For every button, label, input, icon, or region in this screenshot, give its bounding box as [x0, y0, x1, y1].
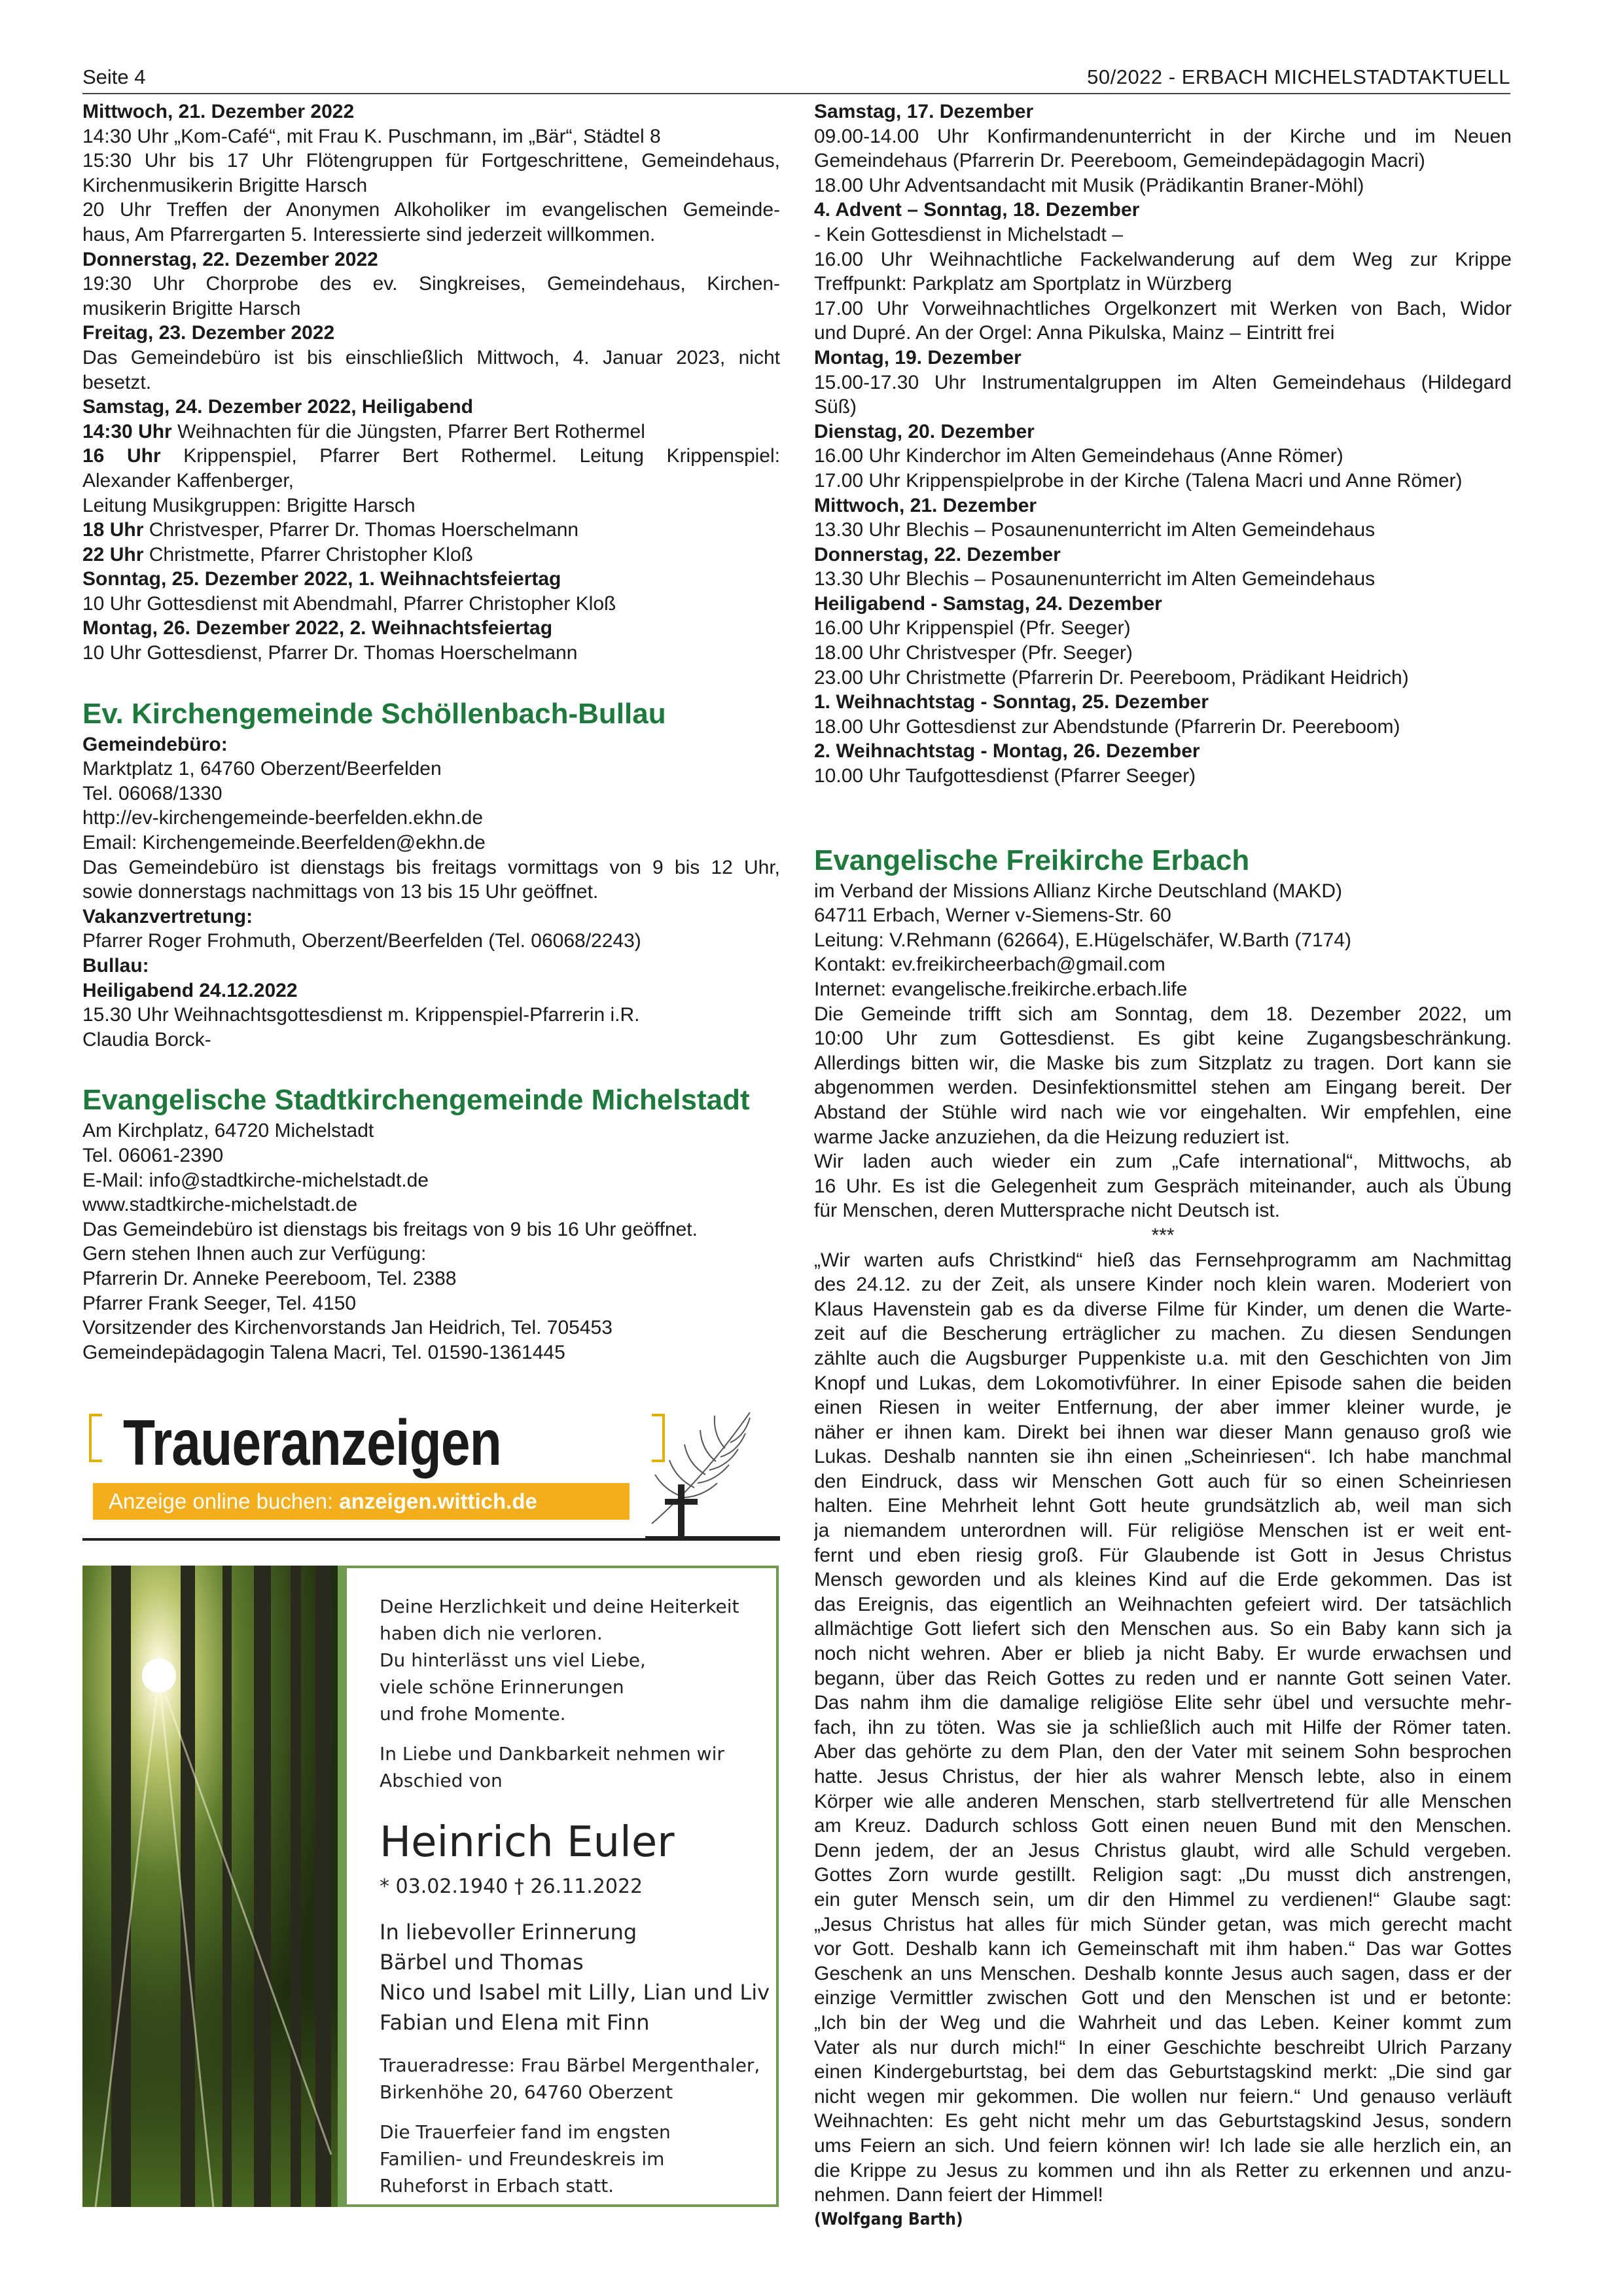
text-line: musikerin Brigitte Harsch: [82, 297, 301, 319]
text-line: viele schöne Erinnerungen: [380, 1676, 624, 1698]
text-line: 18.00 Uhr Christvesper (Pfr. Seeger): [814, 642, 1133, 664]
text-line: Marktplatz 1, 64760 Oberzent/Beerfelden: [82, 758, 442, 780]
text-line: allmächtige Gott liefert sich den Menschen aus. So ein Baby kann sich ja: [814, 1618, 1512, 1640]
text-line: Mensch geworden und als kleines Kind auf die Erde gekommen. Das ist: [814, 1569, 1512, 1591]
text-line: Deine Herzlichkeit und deine Heiterkeit: [380, 1596, 739, 1617]
line-heading: Montag, 19. Dezember: [814, 346, 1022, 368]
banner-rule: [82, 1538, 780, 1541]
text-line: fach, ihn zu töten. Was sie ja schließlich auch mit Hilfe der Römer taten.: [814, 1716, 1512, 1738]
text-line: und frohe Momente.: [380, 1703, 566, 1725]
text-line: haus, Am Pfarrergarten 5. Interessierte sind jederzeit willkommen.: [82, 223, 656, 245]
text-line: Geschenk an uns Menschen. Deshalb konnte Jesus auch sagen, dass er der: [814, 1962, 1512, 1984]
text-line: 19:30 Uhr Chorprobe des ev. Singkreises, Gemeindehaus, Kirchen-: [82, 273, 780, 295]
text-line: 64711 Erbach, Werner v-Siemens-Str. 60: [814, 905, 1171, 927]
forest-photo: [82, 1566, 338, 2207]
section-title-michelstadt: Evangelische Stadtkirchengemeinde Michelstadt: [82, 1084, 750, 1117]
text-line: das Ereignis, das eigentlich an Weihnachten gefeiert wird. Der tatsächlich: [814, 1593, 1512, 1615]
text-line: einzige Vermittler zwischen Gott und den Menschen ist und er betonte:: [814, 1987, 1512, 2009]
online-booking-link[interactable]: [93, 1483, 630, 1520]
text-line: Körper wie alle anderen Menschen, starb stellvertretend für alle Menschen: [814, 1790, 1512, 1812]
text-line: zählte auch die Augsburger Puppenkiste u.a. mit den Geschichten von Jim: [814, 1347, 1512, 1369]
line-heading: Bullau:: [82, 955, 149, 977]
section-title-schoellenbach: Ev. Kirchengemeinde Schöllenbach-Bullau: [82, 697, 666, 730]
text-line: [82, 543, 780, 567]
text-line: sowie donnerstags nachmittags von 13 bis 15 Uhr geöffnet.: [82, 881, 599, 903]
text-line: ein guter Mensch sein, um dir den Himmel zu verdienen!“ Glaube sagt:: [814, 1888, 1512, 1910]
text-line: Vater als nur durch mich!“ In einer Geschichte beschreibt Ulrich Parzany: [814, 2036, 1512, 2058]
online-booking-url[interactable]: anzeigen.wittich.de: [339, 1489, 537, 1513]
text-line: 10 Uhr Gottesdienst, Pfarrer Dr. Thomas Hoerschelmann: [82, 642, 578, 664]
cross-branch-icon: [645, 1399, 780, 1541]
issue-label: 50/2022 - ERBACH MICHELSTADTAKTUELL: [1087, 65, 1510, 88]
text-line: warme Jacke anzuziehen, da die Heizung reduziert ist.: [814, 1126, 1290, 1148]
obituary-verse: [380, 1593, 776, 1727]
text-line: Leitung Musikgruppen: Brigitte Harsch: [82, 494, 416, 516]
text-line: In Liebe und Dankbarkeit nehmen wir: [380, 1743, 724, 1765]
line-text: Krippenspiel, Pfarrer Bert Rothermel. Leitung Krippenspiel:: [160, 445, 780, 467]
time-label: 22 Uhr: [82, 543, 144, 565]
line-heading: Heiligabend 24.12.2022: [82, 979, 298, 1001]
text-line: Das Gemeindebüro ist dienstags bis freitags von 9 bis 16 Uhr geöffnet.: [82, 1218, 698, 1240]
text-line: Am Kirchplatz, 64720 Michelstadt: [82, 1120, 374, 1142]
text-line: Gemeindepädagogin Talena Macri, Tel. 01590-1361445: [82, 1341, 565, 1363]
text-line: 23.00 Uhr Christmette (Pfarrerin Dr. Peereboom, Prädikant Heidrich): [814, 666, 1409, 689]
obituary-address: [380, 2052, 776, 2106]
text-line: für Menschen, deren Muttersprache nicht Deutsch ist.: [814, 1200, 1281, 1222]
text-line: In liebevoller Erinnerung: [380, 1920, 637, 1945]
text-line: ja niemandem unterordnen will. Für religiöse Menschen ist er weit ent-: [814, 1520, 1512, 1542]
text-line: Du hinterlässt uns viel Liebe,: [380, 1649, 646, 1671]
line-heading: Heiligabend - Samstag, 24. Dezember: [814, 592, 1162, 615]
time-label: 16 Uhr: [82, 445, 161, 467]
text-line: ums Feiern an sich. Und feiern können wir! Ich lade sie alle herzlich ein, an: [814, 2134, 1512, 2157]
obituary-name: Heinrich Euler: [380, 1818, 675, 1867]
text-line: Birkenhöhe 20, 64760 Oberzent: [380, 2081, 673, 2103]
text-line: - Kein Gottesdienst in Michelstadt –: [814, 223, 1123, 245]
text-line: 18.00 Uhr Gottesdienst zur Abendstunde (Pfarrerin Dr. Peereboom): [814, 715, 1400, 738]
line-heading: Samstag, 17. Dezember: [814, 101, 1034, 122]
text-line: zeit auf die Bescherung erträglicher zu machen. Zu diesen Sendungen: [814, 1323, 1512, 1345]
schedule-michelstadt: [814, 99, 1512, 789]
obituary-dates: * 03.02.1940 † 26.11.2022: [380, 1875, 643, 1898]
text-line: 10:00 Uhr zum Gottesdienst. Es gibt keine Zugangsbeschränkung.: [814, 1028, 1512, 1050]
text-line: Familien- und Freundeskreis im: [380, 2148, 665, 2170]
text-line: 17.00 Uhr Krippenspielprobe in der Kirche (Talena Macri und Anne Römer): [814, 469, 1463, 492]
traueranzeigen-banner: [82, 1399, 780, 1547]
text-line: Leitung: V.Rehmann (62664), E.Hügelschäfer, W.Barth (7174): [814, 929, 1352, 951]
obituary-service: [380, 2119, 776, 2199]
obituary-intro: [380, 1740, 776, 1794]
text-line: 09.00-14.00 Uhr Konfirmandenunterricht in der Kirche und im Neuen: [814, 125, 1512, 147]
text-line: Pfarrer Roger Frohmuth, Oberzent/Beerfelden (Tel. 06068/2243): [82, 930, 641, 952]
text-line: 16.00 Uhr Weihnachtliche Fackelwanderung auf dem Weg zur Krippe: [814, 248, 1512, 270]
text-line: Bärbel und Thomas: [380, 1950, 584, 1975]
text-line: haben dich nie verloren.: [380, 1623, 603, 1644]
text-line: 15.30 Uhr Weihnachtsgottesdienst m. Krippenspiel-Pfarrerin i.R.: [82, 1004, 640, 1026]
line-heading: Freitag, 23. Dezember 2022: [82, 322, 335, 344]
text-line: 16 Uhr. Es ist die Gelegenheit zum Gespräch miteinander, auch als Übung: [814, 1175, 1512, 1197]
text-line: Knopf und Lukas, dem Lokomotivführer. In einer Episode sahen die beiden: [814, 1372, 1512, 1394]
line-text: Weihnachten für die Jüngsten, Pfarrer Bert Rothermel: [171, 420, 645, 442]
text-line: 17.00 Uhr Vorweihnachtliches Orgelkonzert mit Werken von Bach, Widor: [814, 297, 1512, 319]
text-line: nehmen. Dann feiert der Himmel!: [814, 2184, 1103, 2206]
text-line: 16.00 Uhr Kinderchor im Alten Gemeindehaus (Anne Römer): [814, 445, 1343, 467]
text-line: Abschied von: [380, 1770, 503, 1791]
text-line: 10.00 Uhr Taufgottesdienst (Pfarrer Seeger): [814, 765, 1196, 787]
text-line: vor Gott. Deshalb kann ich Gemeinschaft mit ihm haben.“ Das war Gottes: [814, 1938, 1512, 1960]
line-heading: Vakanzvertretung:: [82, 905, 253, 927]
text-line: Internet: evangelische.freikirche.erbach.life: [814, 978, 1188, 1000]
text-line: Das Gemeindebüro ist bis einschließlich Mittwoch, 4. Januar 2023, nicht: [82, 346, 780, 368]
line-heading: Gemeindebüro:: [82, 733, 228, 755]
text-line: 10 Uhr Gottesdienst mit Abendmahl, Pfarrer Christopher Kloß: [82, 592, 616, 615]
text-line: Lukas. Deshalb nannten sie ihn einen „Scheinriesen“. Ich habe manchmal: [814, 1446, 1512, 1468]
text-line: Das nahm ihm die damalige religiöse Elite sehr übel und versuchte mehr-: [814, 1692, 1512, 1714]
text-line: Kontakt: ev.freikircheerbach@gmail.com: [814, 954, 1165, 976]
text-line: 15:30 Uhr bis 17 Uhr Flötengruppen für Fortgeschrittene, Gemeindehaus,: [82, 150, 780, 172]
online-booking-text: Anzeige online buchen:: [109, 1489, 340, 1513]
section-body-michelstadt: [82, 1119, 780, 1365]
line-heading: 1. Weihnachtstag - Sonntag, 25. Dezember: [814, 691, 1209, 713]
text-line: am Kreuz. Dadurch schloss Gott einen neuen Bund mit den Menschen.: [814, 1815, 1512, 1837]
line-heading: Dienstag, 20. Dezember: [814, 420, 1035, 442]
right-column: [814, 99, 1512, 2232]
text-line: Claudia Borck-: [82, 1028, 211, 1050]
text-line: näher er ihnen kam. Direkt bei ihnen war dieser Mann genauso groß wie: [814, 1421, 1512, 1443]
text-line: Die Gemeinde trifft sich am Sonntag, dem 18. Dezember 2022, um: [814, 1003, 1512, 1025]
text-line: 13.30 Uhr Blechis – Posaunenunterricht im Alten Gemeindehaus: [814, 568, 1376, 590]
text-line: im Verband der Missions Allianz Kirche Deutschland (MAKD): [814, 880, 1342, 902]
text-line: fernt und eben riesig groß. Für Glaubende ist Gott in Jesus Christus: [814, 1544, 1512, 1566]
text-line: einen Riesen in weiter Entfernung, der aber immer kleiner wurde, je: [814, 1397, 1512, 1419]
text-line: halten. Eine Mehrheit lehnt Gott heute grundsätzlich ab, weil man sich: [814, 1495, 1512, 1517]
line-heading: Sonntag, 25. Dezember 2022, 1. Weihnachtsfeiertag: [82, 568, 561, 590]
text-line: noch nicht wehren. Aber er blieb ja nicht Baby. Er wurde erwachsen und: [814, 1643, 1512, 1665]
text-line: und Dupré. An der Orgel: Anna Pikulska, Mainz – Eintritt frei: [814, 322, 1335, 344]
text-line: „Wir warten aufs Christkind“ hieß das Fernsehprogramm am Nachmittag: [814, 1249, 1512, 1271]
text-line: E-Mail: info@stadtkirche-michelstadt.de: [82, 1169, 429, 1191]
page-header: [82, 63, 1510, 94]
text-line: [82, 444, 780, 469]
text-line: Die Trauerfeier fand im engsten: [380, 2121, 671, 2143]
line-heading: Montag, 26. Dezember 2022, 2. Weihnachtsfeiertag: [82, 617, 553, 639]
line-heading: Donnerstag, 22. Dezember: [814, 543, 1061, 565]
line-heading: Donnerstag, 22. Dezember 2022: [82, 248, 378, 270]
text-line: 18.00 Uhr Adventsandacht mit Musik (Prädikantin Braner-Möhl): [814, 174, 1364, 196]
text-line: Email: Kirchengemeinde.Beerfelden@ekhn.de: [82, 832, 486, 854]
bracket-left-decoration: [89, 1414, 102, 1462]
text-line: den Eindruck, dass wir Menschen Gott auch für so einen Scheinriesen: [814, 1470, 1512, 1492]
text-line: Klaus Havenstein gab es da diverse Filme für Kinder, um denen die Warte-: [814, 1298, 1512, 1320]
line-text: Christmette, Pfarrer Christopher Kloß: [143, 543, 473, 565]
text-line: „Ich bin der Weg und die Wahrheit und das Leben. Keiner kommt zum: [814, 2011, 1512, 2034]
text-line: Ruheforst in Erbach statt.: [380, 2175, 614, 2197]
text-line: [82, 420, 780, 444]
text-line: Alexander Kaffenberger,: [82, 469, 294, 492]
text-line: Allerdings bitten wir, die Maske bis zum Sitzplatz zu tragen. Dort kann sie: [814, 1052, 1512, 1074]
text-line: Tel. 06061-2390: [82, 1144, 224, 1166]
text-line: Gottes Zorn wurde gestillt. Religion sagt: „Du musst dich anstrengen,: [814, 1864, 1512, 1886]
time-label: 14:30 Uhr: [82, 420, 172, 442]
text-line: Weihnachten: Es geht nicht mehr um das Geburtstagskind Jesus, sondern: [814, 2110, 1512, 2132]
text-line: hatte. Jesus Christus, der hier als wahrer Mensch lebte, also in einem: [814, 1766, 1512, 1787]
traueranzeigen-title: Traueranzeigen: [123, 1407, 502, 1479]
text-line: Treffpunkt: Parkplatz am Sportplatz in Würzberg: [814, 273, 1232, 295]
line-text: Christvesper, Pfarrer Dr. Thomas Hoerschelmann: [143, 519, 579, 541]
section-body-schoellenbach: [82, 732, 780, 1052]
page-number: Seite 4: [82, 65, 146, 88]
obituary-card: [338, 1566, 779, 2207]
text-line: ***: [1151, 1224, 1175, 1246]
text-line: Pfarrer Frank Seeger, Tel. 4150: [82, 1292, 357, 1314]
time-label: 18 Uhr: [82, 519, 144, 541]
text-line: Fabian und Elena mit Finn: [380, 2010, 650, 2035]
text-line: Kirchenmusikerin Brigitte Harsch: [82, 174, 368, 196]
obituary-family: [380, 1917, 776, 2037]
text-line: Das Gemeindebüro ist dienstags bis freitags vormittags von 9 bis 12 Uhr,: [82, 856, 780, 878]
text-line: Gemeindehaus (Pfarrerin Dr. Peereboom, Gemeindepädagogin Macri): [814, 150, 1425, 172]
text-line: (Wolfgang Barth): [814, 2209, 963, 2229]
text-line: Gern stehen Ihnen auch zur Verfügung:: [82, 1243, 427, 1265]
text-line: 13.30 Uhr Blechis – Posaunenunterricht im Alten Gemeindehaus: [814, 519, 1376, 541]
text-line: Süß): [814, 396, 857, 418]
text-line: 16.00 Uhr Krippenspiel (Pfr. Seeger): [814, 617, 1131, 639]
text-line: abgenommen werden. Desinfektionsmittel stehen am Eingang bereit. Der: [814, 1077, 1512, 1099]
text-line: [82, 518, 780, 543]
text-line: 14:30 Uhr „Kom-Café“, mit Frau K. Puschmann, im „Bär“, Städtel 8: [82, 125, 661, 147]
text-line: Pfarrerin Dr. Anneke Peereboom, Tel. 2388: [82, 1267, 457, 1289]
text-line: 15.00-17.30 Uhr Instrumentalgruppen im Alten Gemeindehaus (Hildegard: [814, 371, 1512, 393]
text-line: Denn jedem, der an Jesus Christus glaubt, wird alle Schuld vergeben.: [814, 1839, 1512, 1861]
line-heading: Samstag, 24. Dezember 2022, Heiligabend: [82, 396, 473, 418]
text-line: www.stadtkirche-michelstadt.de: [82, 1194, 358, 1216]
text-line: Nico und Isabel mit Lilly, Lian und Liv: [380, 1980, 770, 2005]
text-line: die Krippe zu Jesus zu kommen und ihn als Retter zu erkennen und anzu-: [814, 2159, 1512, 2181]
text-line: Aber das gehörte zu dem Plan, den der Vater mit seinem Sohn besprochen: [814, 1741, 1512, 1763]
section-title-freikirche: Evangelische Freikirche Erbach: [814, 844, 1250, 876]
text-line: Abstand der Stühle wird nach wie vor eingehalten. Wir empfehlen, eine: [814, 1101, 1512, 1123]
text-line: 20 Uhr Treffen der Anonymen Alkoholiker im evangelischen Gemeinde-: [82, 199, 780, 221]
text-line: http://ev-kirchengemeinde-beerfelden.ekhn.de: [82, 807, 484, 829]
text-line: Vorsitzender des Kirchenvorstands Jan Heidrich, Tel. 705453: [82, 1317, 613, 1339]
text-line: Wir laden auch wieder ein zum „Cafe international“, Mittwochs, ab: [814, 1151, 1512, 1173]
line-heading: 2. Weihnachtstag - Montag, 26. Dezember: [814, 740, 1200, 762]
schedule-erbach: [82, 99, 780, 666]
section-body-freikirche: [814, 879, 1512, 2233]
text-line: des 24.12. zu der Zeit, als unsere Kinder noch klein waren. Moderiert von: [814, 1274, 1512, 1296]
line-heading: 4. Advent – Sonntag, 18. Dezember: [814, 199, 1140, 221]
text-line: Traueradresse: Frau Bärbel Mergenthaler,: [380, 2054, 760, 2076]
line-heading: Mittwoch, 21. Dezember: [814, 494, 1037, 516]
text-line: Tel. 06068/1330: [82, 782, 222, 804]
text-line: nicht wegen mir gekommen. Die wollen nur feiern.“ Und genauso verläuft: [814, 2085, 1512, 2108]
line-heading: Mittwoch, 21. Dezember 2022: [82, 101, 355, 122]
text-line: „Jesus Christus hat alles für mich Sünder getan, was mich gerecht macht: [814, 1913, 1512, 1935]
text-line: einen Kindergeburtstag, bei dem das Geburtstagskind merkt: „Die sind gar: [814, 2061, 1512, 2083]
text-line: begann, über das Reich Gottes zu reden und er nannte Gott seinen Vater.: [814, 1667, 1512, 1689]
left-column: [82, 99, 780, 1365]
text-line: besetzt.: [82, 371, 152, 393]
